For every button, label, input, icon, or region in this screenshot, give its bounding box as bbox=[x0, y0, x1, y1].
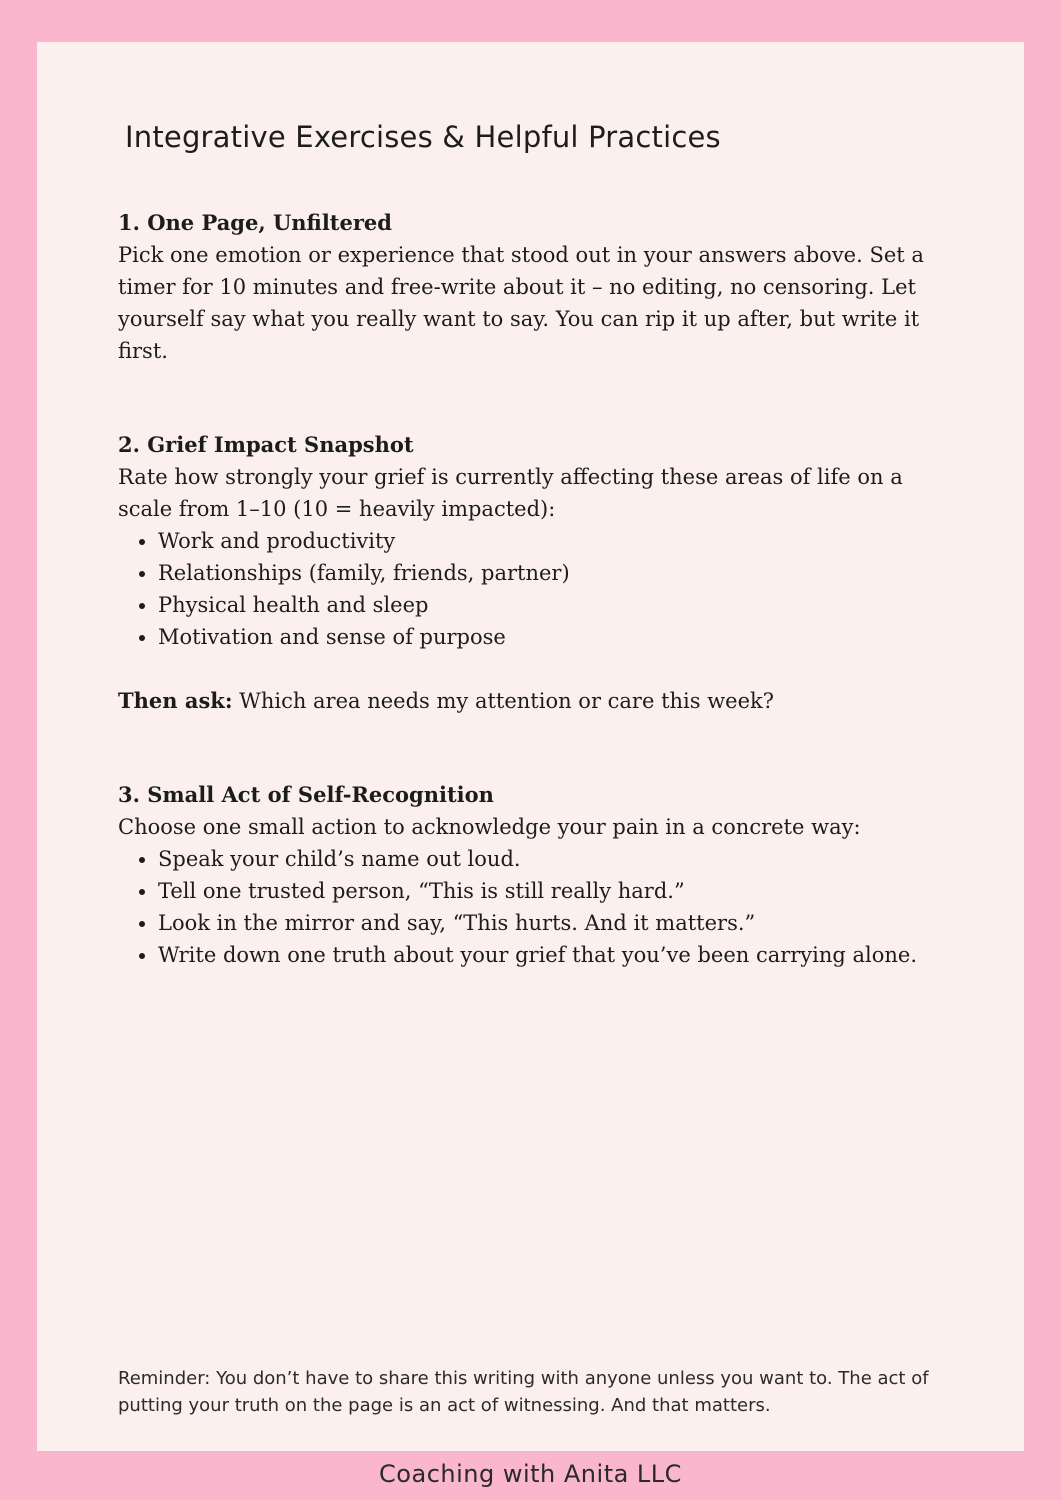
list-item: • Physical health and sleep bbox=[158, 589, 958, 621]
exercise-body: Rate how strongly your grief is currently affecting these areas of life on a scale from 1–10 (10 = heavily impacted): bbox=[118, 465, 903, 521]
list-item: • Relationships (family, friends, partner) bbox=[158, 557, 958, 589]
exercise-heading: 3. Small Act of Self-Recognition bbox=[118, 782, 494, 807]
page-title: Integrative Exercises & Helpful Practices bbox=[125, 120, 721, 154]
self-recognition-list bbox=[118, 843, 958, 971]
list-item: • Tell one trusted person, “This is still really hard.” bbox=[158, 875, 958, 907]
exercise-body: Choose one small action to acknowledge your pain in a concrete way: bbox=[118, 815, 861, 839]
exercise-section-1 bbox=[118, 207, 958, 367]
exercise-body: Pick one emotion or experience that stood out in your answers above. Set a timer for 10 minutes and free-write about it – no editing, no censoring. Let yourself say what you really want to say. You can rip it up after, but write it first. bbox=[118, 243, 924, 363]
then-ask-label: Then ask: bbox=[118, 688, 233, 713]
footer-brand: Coaching with Anita LLC bbox=[379, 1460, 682, 1488]
list-item: • Speak your child’s name out loud. bbox=[158, 843, 958, 875]
list-item: • Look in the mirror and say, “This hurts. And it matters.” bbox=[158, 907, 958, 939]
list-item: • Write down one truth about your grief that you’ve been carrying alone. bbox=[158, 939, 958, 971]
then-ask-text: Which area needs my attention or care this week? bbox=[232, 689, 775, 713]
reminder-note: Reminder: You don’t have to share this writing with anyone unless you want to. The act of putting your truth on the page is an act of witnessing. And that matters. bbox=[118, 1368, 929, 1416]
then-ask-prompt bbox=[118, 685, 958, 717]
impact-areas-list bbox=[118, 525, 958, 653]
list-item: • Motivation and sense of purpose bbox=[158, 621, 958, 653]
exercise-heading: 1. One Page, Unfiltered bbox=[118, 210, 392, 235]
exercise-section-2 bbox=[118, 429, 958, 717]
list-item: • Work and productivity bbox=[158, 525, 958, 557]
exercise-section-3 bbox=[118, 779, 958, 971]
document-page bbox=[37, 42, 1024, 1451]
exercises-content bbox=[118, 207, 958, 971]
exercise-heading: 2. Grief Impact Snapshot bbox=[118, 432, 414, 457]
